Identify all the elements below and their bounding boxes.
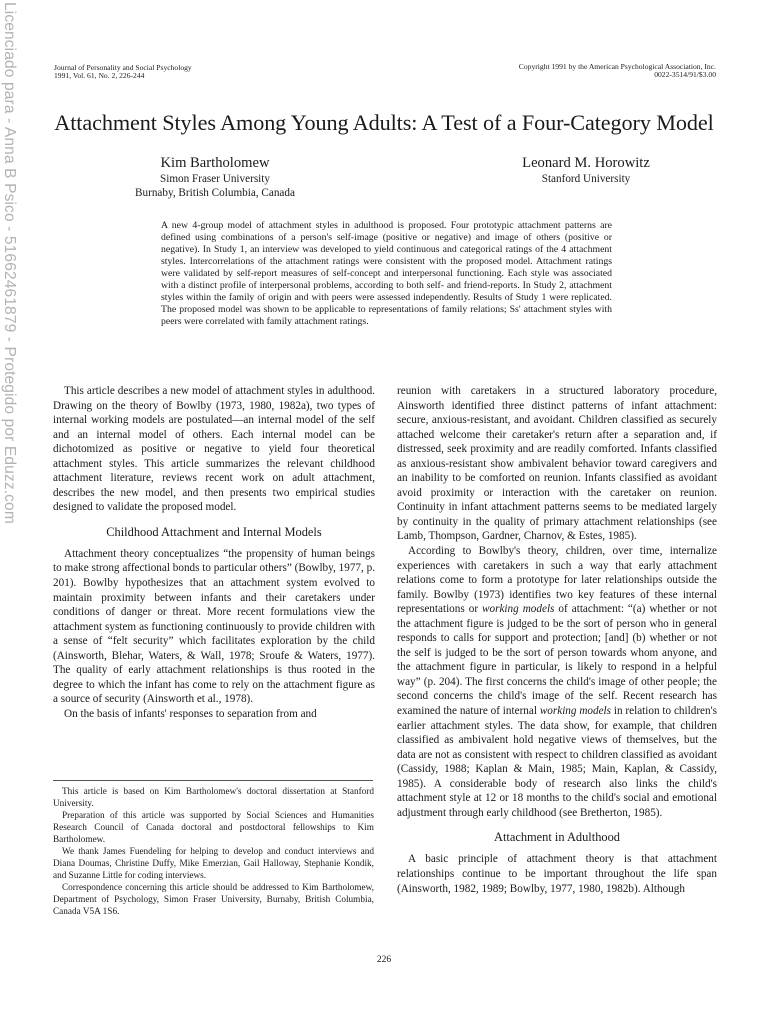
author-name: Leonard M. Horowitz <box>522 155 650 171</box>
author-block-1 <box>110 155 320 200</box>
text-run: of attachment: “(a) whether or not the attachment figure is judged to be the sort of person who in general responds to calls for support and protection; [and] (b) whether or not the self is judged to be the sort of person towards whom anyone, and the attachment figure in particular, is likely to respond in a helpful way” (p. 204). The first concerns the child's image of other people; the second concerns the child's image of the self. Recent research has examined the nature of internal <box>397 603 717 718</box>
article-title: Attachment Styles Among Young Adults: A Test of a Four-Category Model <box>54 110 714 135</box>
copyright-notice <box>519 63 716 79</box>
copyright-line: Copyright 1991 by the American Psychological Association, Inc. <box>518 62 716 71</box>
author-block-2 <box>478 155 694 186</box>
author-affiliation: Stanford University <box>541 173 631 185</box>
footnote-divider <box>53 780 373 781</box>
page-number: 226 <box>376 955 392 965</box>
emphasis: working models <box>539 705 612 718</box>
journal-citation <box>54 64 192 80</box>
text-run: in relation to children's earlier attachment styles. The data show, for example, that children classified as ambivalent hold negative views of themselves, but the data are not as consistent with respect to children classified as avoidant (Cassidy, 1988; Kaplan & Main, 1985; Main, Kaplan, & Cassidy, 1985). A considerable body of research also links the child's attachment style at 12 or 18 months to the child's social and emotional adjustment through early childhood (see Bretherton, 1985). <box>397 705 717 819</box>
body-paragraph: Attachment theory conceptualizes “the propensity of human beings to make strong affectional bonds to particular others” (Bowlby, 1977, p. 201). Bowlby hypothesizes that an attachment system evolved to maintain proximity between infants and their caretakers under conditions of danger or threat. More recent formulations view the attachment system as functioning continuously to provide children with a sense of “felt security” which facilitates exploration by the child (Ainsworth, Blehar, Waters, & Wall, 1978; Sroufe & Waters, 1977). The quality of early attachment relationships is thus rooted in the degree to which the infant has come to rely on the attachment figure as a source of security (Ainsworth et al., 1978). <box>53 547 375 706</box>
section-heading: Attachment in Adulthood <box>494 830 620 845</box>
body-paragraph: reunion with caretakers in a structured laboratory procedure, Ainsworth identified three distinct patterns of infant attachment: secure, anxious-resistant, and avoidant. Children classified as securely attached welcome their caretaker's return after a separation and, if distressed, seek proximity and are readily comforted. Infants classified as anxious-resistant show ambivalent behavior toward caregivers and an inability to be comforted on reunion. Infants classified as avoidant avoid proximity or interaction with the caretaker on reunion. Continuity in infant attachment patterns seems to be mediated largely by continuity in the quality of primary attachment relationships (see Lamb, Thompson, Gardner, Charnov, & Estes, 1985). <box>397 385 717 543</box>
footnotes <box>53 786 374 919</box>
issn-code: 0022-3514/91/$3.00 <box>654 70 716 79</box>
journal-name: Journal of Personality and Social Psychology <box>54 63 192 72</box>
left-column <box>53 384 375 721</box>
body-paragraph <box>397 544 717 820</box>
author-affiliation: Simon Fraser University <box>159 173 270 185</box>
footnote: We thank James Fuendeling for helping to develop and conduct interviews and Diana Doumas, Christine Duffy, Mike Emerzian, Gail Halloway, Stephanie Kondik, and Suzanne Little for coding interviews. <box>53 847 374 882</box>
intro-paragraph: This article describes a new model of attachment styles in adulthood. Drawing on the theory of Bowlby (1973, 1980, 1982a), two types of internal working models are postulated—an internal model of the self and an internal model of others. Each internal model can be dichotomized as positive or negative to yield four theoretical attachment styles. This article summarizes the relevant childhood attachment literature, reviews recent work on adult attachment, describes the new model, and then presents two empirical studies designed to validate the proposed model. <box>53 385 375 514</box>
right-column <box>397 384 717 896</box>
author-location: Burnaby, British Columbia, Canada <box>135 187 295 199</box>
watermark <box>0 0 20 640</box>
emphasis: working models <box>482 603 555 616</box>
section-heading: Childhood Attachment and Internal Models <box>106 524 322 539</box>
watermark-text: Licenciado para - Anna B Psico - 51662461879 - Protegido por Eduzz.com <box>1 2 18 524</box>
author-name: Kim Bartholomew <box>160 155 270 171</box>
body-paragraph: A basic principle of attachment theory is that attachment relationships continue to be important throughout the life span (Ainsworth, 1982, 1989; Bowlby, 1977, 1980, 1982b). Although <box>397 853 717 895</box>
abstract: A new 4-group model of attachment styles in adulthood is proposed. Four prototypic attachment patterns are defined using combinations of a person's self-image (positive or negative) and image of others (positive or negative). In Study 1, an interview was developed to yield continuous and categorical ratings of the 4 attachment styles. Intercorrelations of the attachment ratings were consistent with the proposed model. Attachment ratings were validated by self-report measures of self-concept and interpersonal functioning. Each style was associated with a distinct profile of interpersonal problems, according to both self- and friend-reports. In Study 2, attachment styles within the family of origin and with peers were assessed independently. Results of Study 1 were replicated. The proposed model was shown to be applicable to representations of family relations; Ss' attachment styles with peers were correlated with family attachment ratings. <box>161 220 612 328</box>
text-run: According to Bowlby's theory, children, over time, internalize experiences with caretakers in such a way that early attachment relations come to form a prototype for later relationships outside the family. Bowlby (1973) identifies two key features of these internal representations or <box>397 545 717 616</box>
body-paragraph: On the basis of infants' responses to separation from and <box>64 707 317 720</box>
journal-volume: 1991, Vol. 61, No. 2, 226-244 <box>54 71 145 80</box>
footnote: This article is based on Kim Bartholomew's doctoral dissertation at Stanford University. <box>53 787 374 810</box>
footnote: Correspondence concerning this article should be addressed to Kim Bartholomew, Department of Psychology, Simon Fraser University, Burnaby, British Columbia, Canada V5A 1S6. <box>53 883 374 918</box>
footnote: Preparation of this article was supported by Social Sciences and Humanities Research Council of Canada doctoral and postdoctoral fellowships to Kim Bartholomew. <box>53 811 374 846</box>
